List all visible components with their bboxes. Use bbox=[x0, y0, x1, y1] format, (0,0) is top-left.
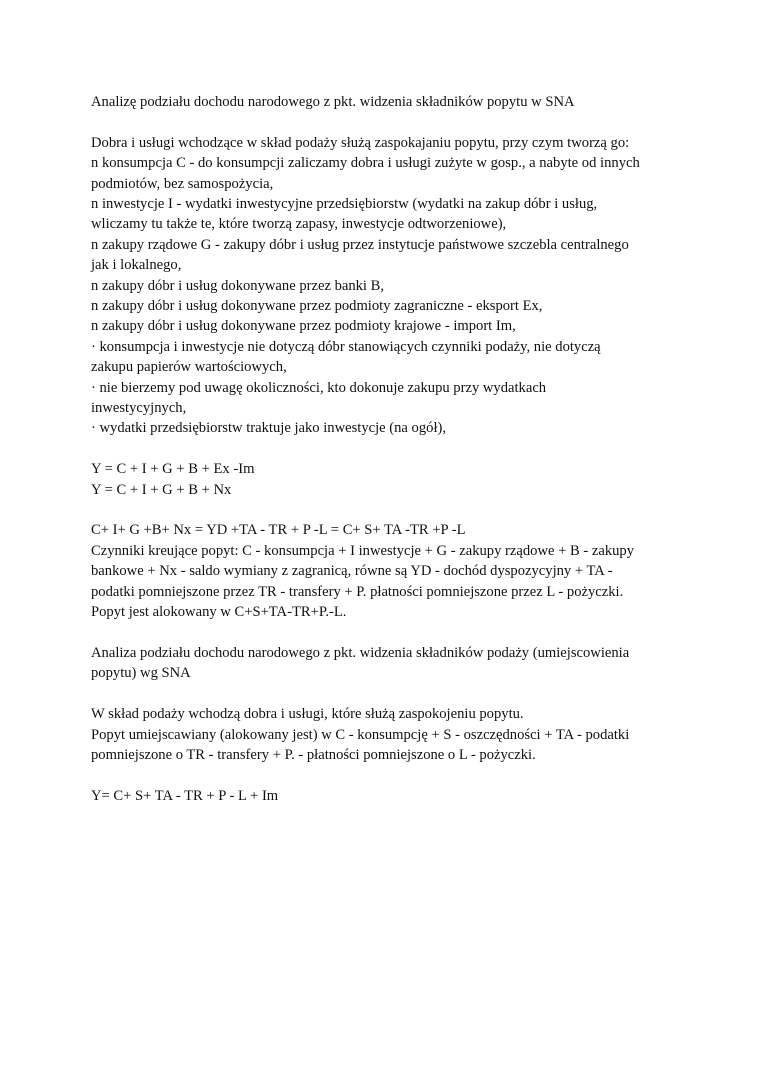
section-heading-line: Analiza podziału dochodu narodowego z pkt. widzenia składników podaży (umiejscowienia bbox=[91, 644, 630, 661]
paragraph-line: n zakupy rządowe G - zakupy dóbr i usług przez instytucje państwowe szczebla centralnego bbox=[91, 236, 629, 253]
formula-line: C+ I+ G +B+ Nx = YD +TA - TR + P -L = C+ S+ TA -TR +P -L bbox=[91, 522, 466, 539]
paragraph-line: n zakupy dóbr i usług dokonywane przez podmioty krajowe - import Im, bbox=[91, 318, 516, 335]
paragraph-line: n zakupy dóbr i usług dokonywane przez podmioty zagraniczne - eksport Ex, bbox=[91, 298, 543, 315]
paragraph-line: W skład podaży wchodzą dobra i usługi, które służą zaspokojeniu popytu. bbox=[91, 706, 524, 723]
spacer bbox=[91, 623, 691, 643]
paragraph-line: n zakupy dóbr i usług dokonywane przez banki B, bbox=[91, 277, 385, 294]
paragraph-line: zakupu papierów wartościowych, bbox=[91, 359, 287, 376]
section-heading-line: popytu) wg SNA bbox=[91, 665, 191, 682]
paragraph-line: Dobra i usługi wchodzące w skład podaży służą zaspokajaniu popytu, przy czym tworzą go: bbox=[91, 134, 630, 151]
spacer bbox=[91, 765, 691, 785]
spacer bbox=[91, 684, 691, 704]
paragraph-line: bankowe + Nx - saldo wymiany z zagranicą, równe są YD - dochód dyspozycyjny + TA - bbox=[91, 563, 613, 580]
paragraph-line: Czynniki kreujące popyt: C - konsumpcja + I inwestycje + G - zakupy rządowe + B - zakupy bbox=[91, 542, 635, 559]
paragraph-line: · konsumpcja i inwestycje nie dotyczą dóbr stanowiących czynniki podaży, nie dotyczą bbox=[91, 338, 601, 355]
paragraph-line: Popyt umiejscawiany (alokowany jest) w C - konsumpcję + S - oszczędności + TA - podatki bbox=[91, 726, 630, 743]
final-formula: Y= C+ S+ TA - TR + P - L + Im bbox=[91, 787, 279, 804]
formula-line: Y = C + I + G + B + Nx bbox=[91, 481, 232, 498]
spacer bbox=[91, 500, 691, 520]
paragraph-line: pomniejszone o TR - transfery + P. - płatności pomniejszone o L - pożyczki. bbox=[91, 746, 536, 763]
paragraph-line: wliczamy tu także te, które tworzą zapasy, inwestycje odtworzeniowe), bbox=[91, 216, 507, 233]
paragraph-line: podmiotów, bez samospożycia, bbox=[91, 175, 274, 192]
formula-line: Y = C + I + G + B + Ex -Im bbox=[91, 461, 255, 478]
document-page bbox=[91, 92, 691, 806]
spacer bbox=[91, 112, 691, 132]
paragraph-line: n konsumpcja C - do konsumpcji zaliczamy dobra i usługi zużyte w gosp., a nabyte od innych bbox=[91, 155, 640, 172]
paragraph-line: · wydatki przedsiębiorstw traktuje jako inwestycje (na ogół), bbox=[91, 420, 447, 437]
paragraph-line: podatki pomniejszone przez TR - transfery + P. płatności pomniejszone przez L - pożyczki. bbox=[91, 583, 624, 600]
paragraph-line: inwestycyjnych, bbox=[91, 400, 187, 417]
paragraph-line: jak i lokalnego, bbox=[91, 257, 182, 274]
document-heading: Analizę podziału dochodu narodowego z pkt. widzenia składników popytu w SNA bbox=[91, 94, 575, 110]
spacer bbox=[91, 439, 691, 459]
paragraph-line: n inwestycje I - wydatki inwestycyjne przedsiębiorstw (wydatki na zakup dóbr i usług, bbox=[91, 196, 598, 213]
paragraph-line: · nie bierzemy pod uwagę okoliczności, kto dokonuje zakupu przy wydatkach bbox=[91, 379, 547, 396]
paragraph-line: Popyt jest alokowany w C+S+TA-TR+P.-L. bbox=[91, 604, 347, 621]
